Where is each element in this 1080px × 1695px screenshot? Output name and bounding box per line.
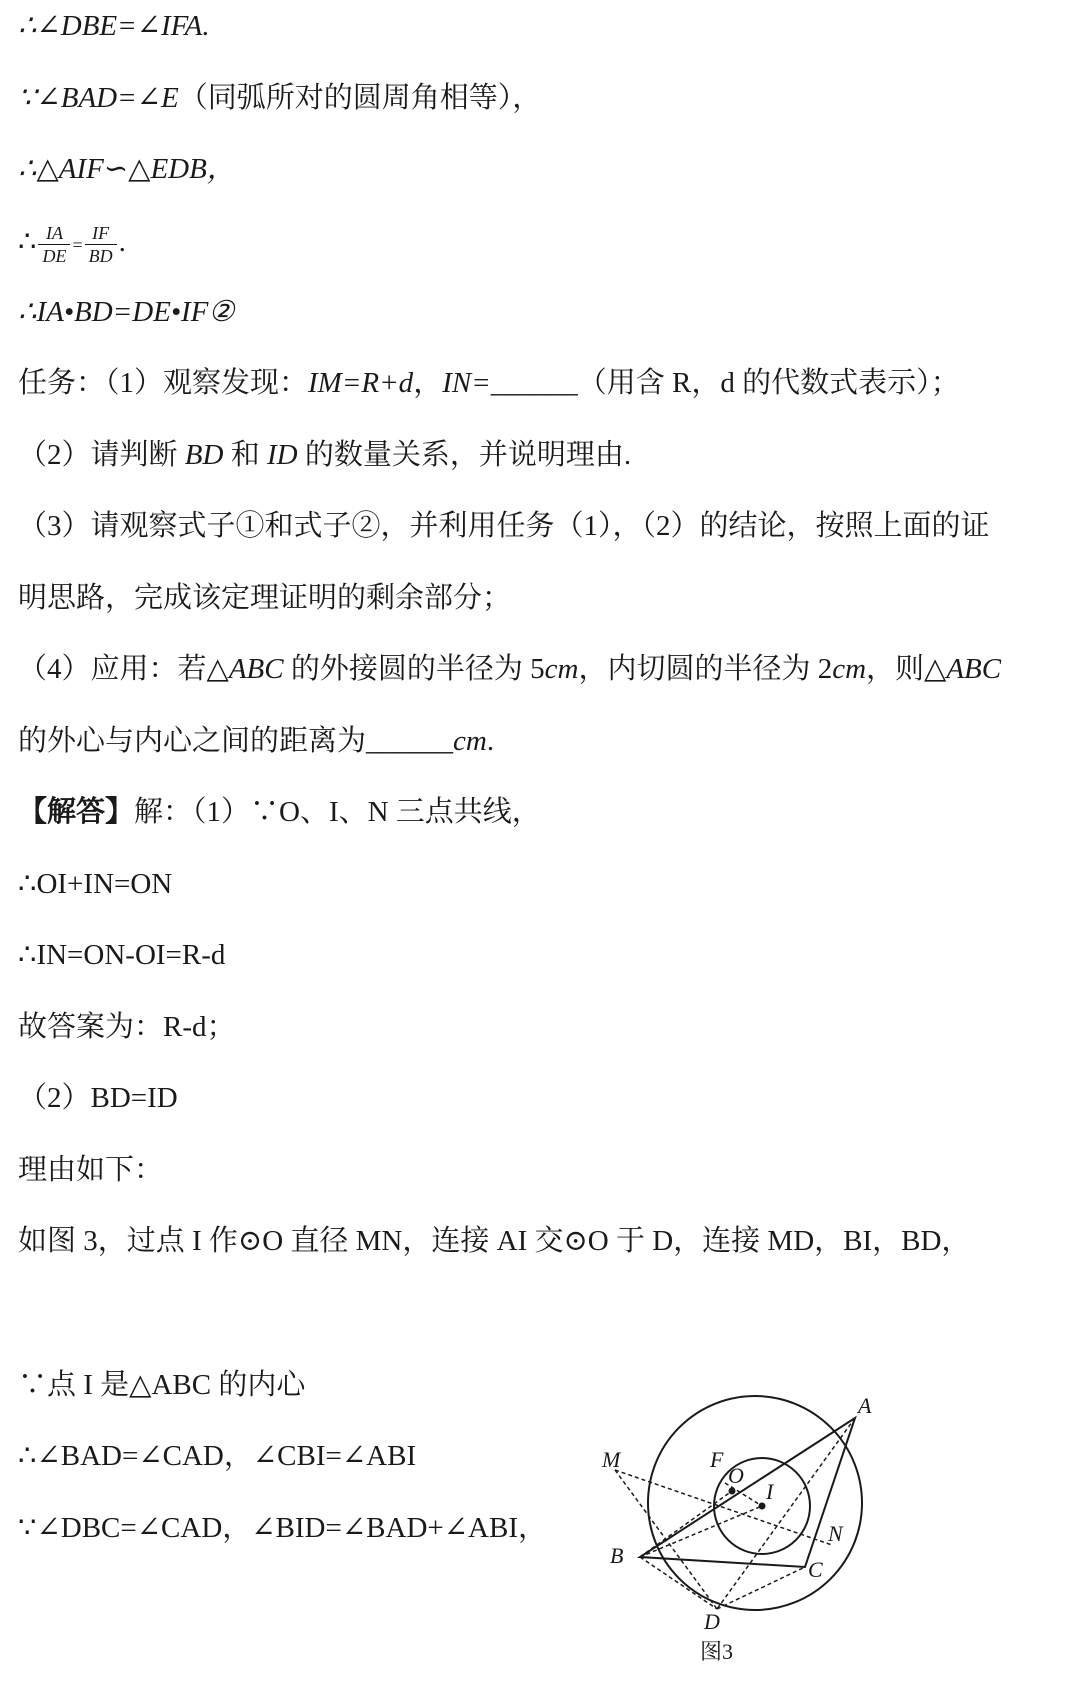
task-2-e: 的数量关系，并说明理由.	[297, 439, 632, 471]
task-1-comma: ，	[413, 367, 443, 399]
task-1-in-blank: IN=______	[442, 367, 578, 399]
answer-line-6	[18, 1152, 163, 1188]
answer-line-10	[18, 1510, 547, 1546]
task-4-c: 的外接圆的半径为 5	[283, 653, 545, 685]
task-2-bd: BD	[184, 439, 224, 471]
task-4-unit-3: cm	[453, 725, 487, 757]
label-f: F	[710, 1447, 724, 1472]
task-3-line-1	[18, 508, 990, 544]
line-4-equals: =	[72, 235, 83, 255]
label-c: C	[808, 1557, 823, 1582]
line-2-math: ∵∠BAD=∠E	[18, 82, 179, 114]
task-4-line-2	[18, 723, 494, 759]
figure-caption: 图3	[700, 1639, 734, 1664]
answer-line-7-text: 如图 3，过点 I 作⊙O 直径 MN，连接 AI 交⊙O 于 D，连接 MD，BI，BD，	[18, 1225, 971, 1257]
geometry-figure-3	[602, 1393, 920, 1690]
label-d: D	[704, 1609, 720, 1634]
answer-line-2-text: ∴OI+IN=ON	[18, 868, 173, 900]
task-1-hint: （用含 R，d 的代数式表示）；	[577, 367, 960, 399]
triangle-abc	[640, 1418, 855, 1567]
answer-line-2	[18, 866, 172, 902]
label-n: N	[828, 1521, 843, 1546]
segment-bd	[640, 1557, 717, 1609]
task-4-period: .	[486, 725, 495, 757]
task-2-c: 和	[223, 439, 267, 471]
label-m: M	[602, 1447, 621, 1472]
line-2-note: （同弧所对的圆周角相等），	[178, 82, 542, 114]
task-1-label: 任务：（1）观察发现：	[18, 367, 309, 399]
answer-heading	[18, 794, 541, 830]
fraction-2-numerator: IF	[92, 222, 110, 243]
answer-line-8	[18, 1367, 305, 1403]
answer-line-7	[18, 1223, 970, 1259]
line-4-fraction-eq	[18, 216, 126, 271]
task-2-a: （2）请判断	[18, 439, 185, 471]
answer-line-5	[18, 1080, 178, 1116]
answer-line-3-text: ∴IN=ON-OI=R-d	[18, 939, 226, 971]
line-1-text: ∴∠DBE=∠IFA.	[18, 10, 210, 42]
point-o	[729, 1488, 736, 1495]
task-4-line-1	[18, 651, 1001, 687]
answer-label: 【解答】	[18, 796, 135, 828]
task-3-text-1: （3）请观察式子①和式子②，并利用任务（1），（2）的结论，按照上面的证	[18, 510, 990, 542]
line-5	[18, 294, 234, 330]
line-4-suffix: .	[118, 226, 126, 258]
line-4-prefix: ∴	[18, 226, 37, 258]
line-5-text: ∴IA•BD=DE•IF②	[18, 296, 235, 328]
task-4-a: （4）应用：若△	[18, 653, 229, 685]
task-4-e: ，内切圆的半径为 2	[578, 653, 833, 685]
fraction-1-denominator: DE	[42, 245, 67, 266]
task-2	[18, 437, 631, 473]
task-3-line-2	[18, 580, 511, 616]
fraction-if-bd	[85, 222, 117, 267]
task-1	[18, 365, 960, 401]
label-a: A	[858, 1393, 872, 1418]
label-b: B	[610, 1543, 624, 1568]
fraction-2-denominator: BD	[88, 245, 113, 266]
fraction-1-numerator: IA	[45, 222, 63, 243]
task-4-g: ，则△	[866, 653, 947, 685]
line-3-text: ∴△AIF∽△EDB，	[18, 153, 236, 185]
task-4-distance: 的外心与内心之间的距离为______	[18, 725, 454, 757]
answer-line-10-text: ∵∠DBC=∠CAD，∠BID=∠BAD+∠ABI，	[18, 1512, 547, 1544]
fraction-ia-de	[38, 222, 70, 267]
label-i: I	[766, 1479, 774, 1504]
point-i	[759, 1503, 766, 1510]
answer-line-4-text: 故答案为：R-d；	[18, 1011, 236, 1043]
task-2-id: ID	[266, 439, 298, 471]
task-1-im: IM=R+d	[308, 367, 414, 399]
answer-line-4	[18, 1009, 236, 1045]
segment-md	[615, 1470, 717, 1609]
circumcircle	[648, 1396, 862, 1610]
answer-line-9-text: ∴∠BAD=∠CAD，∠CBI=∠ABI	[18, 1440, 417, 1472]
answer-line-3	[18, 937, 225, 973]
task-4-abc-2: ABC	[946, 653, 1002, 685]
task-4-unit-2: cm	[832, 653, 867, 685]
answer-line-5-text: （2）BD=ID	[18, 1082, 178, 1114]
figure-svg	[602, 1393, 920, 1690]
task-4-unit-1: cm	[544, 653, 579, 685]
line-1	[18, 8, 210, 44]
line-3	[18, 151, 236, 187]
answer-step-1: 解：（1）∵O、I、N 三点共线，	[134, 796, 541, 828]
line-2	[18, 80, 541, 116]
answer-line-9	[18, 1438, 416, 1474]
task-4-abc-1: ABC	[228, 653, 284, 685]
answer-line-6-text: 理由如下：	[18, 1154, 164, 1186]
answer-line-8-text: ∵点 I 是△ABC 的内心	[18, 1369, 306, 1401]
task-3-text-2: 明思路，完成该定理证明的剩余部分；	[18, 582, 512, 614]
label-o: O	[728, 1463, 744, 1488]
segment-ad	[717, 1418, 855, 1609]
